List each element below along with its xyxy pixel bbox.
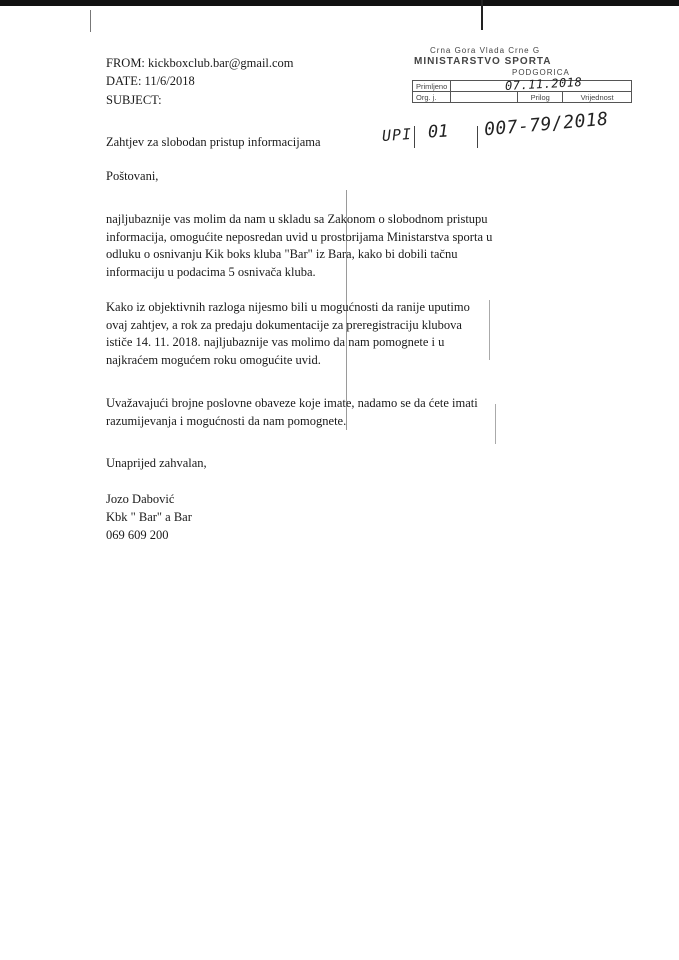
stamp-line-1: Crna Gora Vlada Crne G xyxy=(430,46,541,55)
stamp-org-label: Org. j. xyxy=(413,92,451,103)
stamp-upi: UPI xyxy=(381,124,413,146)
paragraph-line: ovaj zahtjev, a rok za predaju dokumentacije za preregistraciju klubova xyxy=(106,317,462,332)
signature-name: Jozo Dabović xyxy=(106,492,175,506)
signature-phone: 069 609 200 xyxy=(106,528,169,542)
paragraph-3 xyxy=(106,395,478,430)
stamp-registry-number: 007-79/2018 xyxy=(483,108,610,141)
letter-closing: Unaprijed zahvalan, xyxy=(106,456,207,470)
paragraph-line: informacija, omogućite neposredan uvid u prostorijama Ministarstva sporta u xyxy=(106,229,493,244)
stamp-code: 01 xyxy=(427,121,449,143)
email-subject: SUBJECT: xyxy=(106,93,162,107)
signature-org: Kbk " Bar" a Bar xyxy=(106,510,192,524)
paragraph-1 xyxy=(106,211,492,281)
stamp-prilog-label: Prilog xyxy=(518,92,563,103)
scan-artifact-line xyxy=(489,300,490,360)
paragraph-line: Uvažavajući brojne poslovne obaveze koje imate, nadamo se da ćete imati xyxy=(106,396,478,410)
stamp-vrijednost-label: Vrijednost xyxy=(563,92,632,103)
paragraph-line: informaciju u podacima 5 osnivača kluba. xyxy=(106,264,316,279)
email-from: FROM: kickboxclub.bar@gmail.com xyxy=(106,56,294,70)
scan-artifact-line xyxy=(90,10,91,32)
stamp-line-3: PODGORICA xyxy=(512,68,570,77)
paragraph-line: odluku o osnivanju Kik boks kluba "Bar" iz Bara, kako bi dobili tačnu xyxy=(106,247,458,261)
letter-salutation: Poštovani, xyxy=(106,169,159,183)
paragraph-line: ističe 14. 11. 2018. najljubaznije vas molimo da nam pomognete i u xyxy=(106,335,445,349)
stamp-handwritten-date: 07.11.2018 xyxy=(504,74,583,94)
scan-top-edge xyxy=(0,0,679,6)
paragraph-line: Kako iz objektivnih razloga nijesmo bili u mogućnosti da ranije uputimo xyxy=(106,300,470,314)
scan-artifact-line xyxy=(495,404,496,444)
stamp-empty-cell xyxy=(451,92,518,103)
stamp-primljeno-label: Primljeno xyxy=(413,81,451,92)
stamp-line-2: MINISTARSTVO SPORTA xyxy=(414,56,552,67)
paragraph-line: najljubaznije vas molim da nam u skladu sa Zakonom o slobodnom pristupu xyxy=(106,212,488,226)
paragraph-2 xyxy=(106,299,470,369)
paragraph-line: najkraćem mogućem roku omogućite uvid. xyxy=(106,352,321,367)
paragraph-line: razumijevanja i mogućnosti da nam pomognete. xyxy=(106,413,347,428)
email-date: DATE: 11/6/2018 xyxy=(106,74,195,88)
scan-artifact-line xyxy=(481,0,483,30)
letter-title: Zahtjev za slobodan pristup informacijama xyxy=(106,135,321,149)
